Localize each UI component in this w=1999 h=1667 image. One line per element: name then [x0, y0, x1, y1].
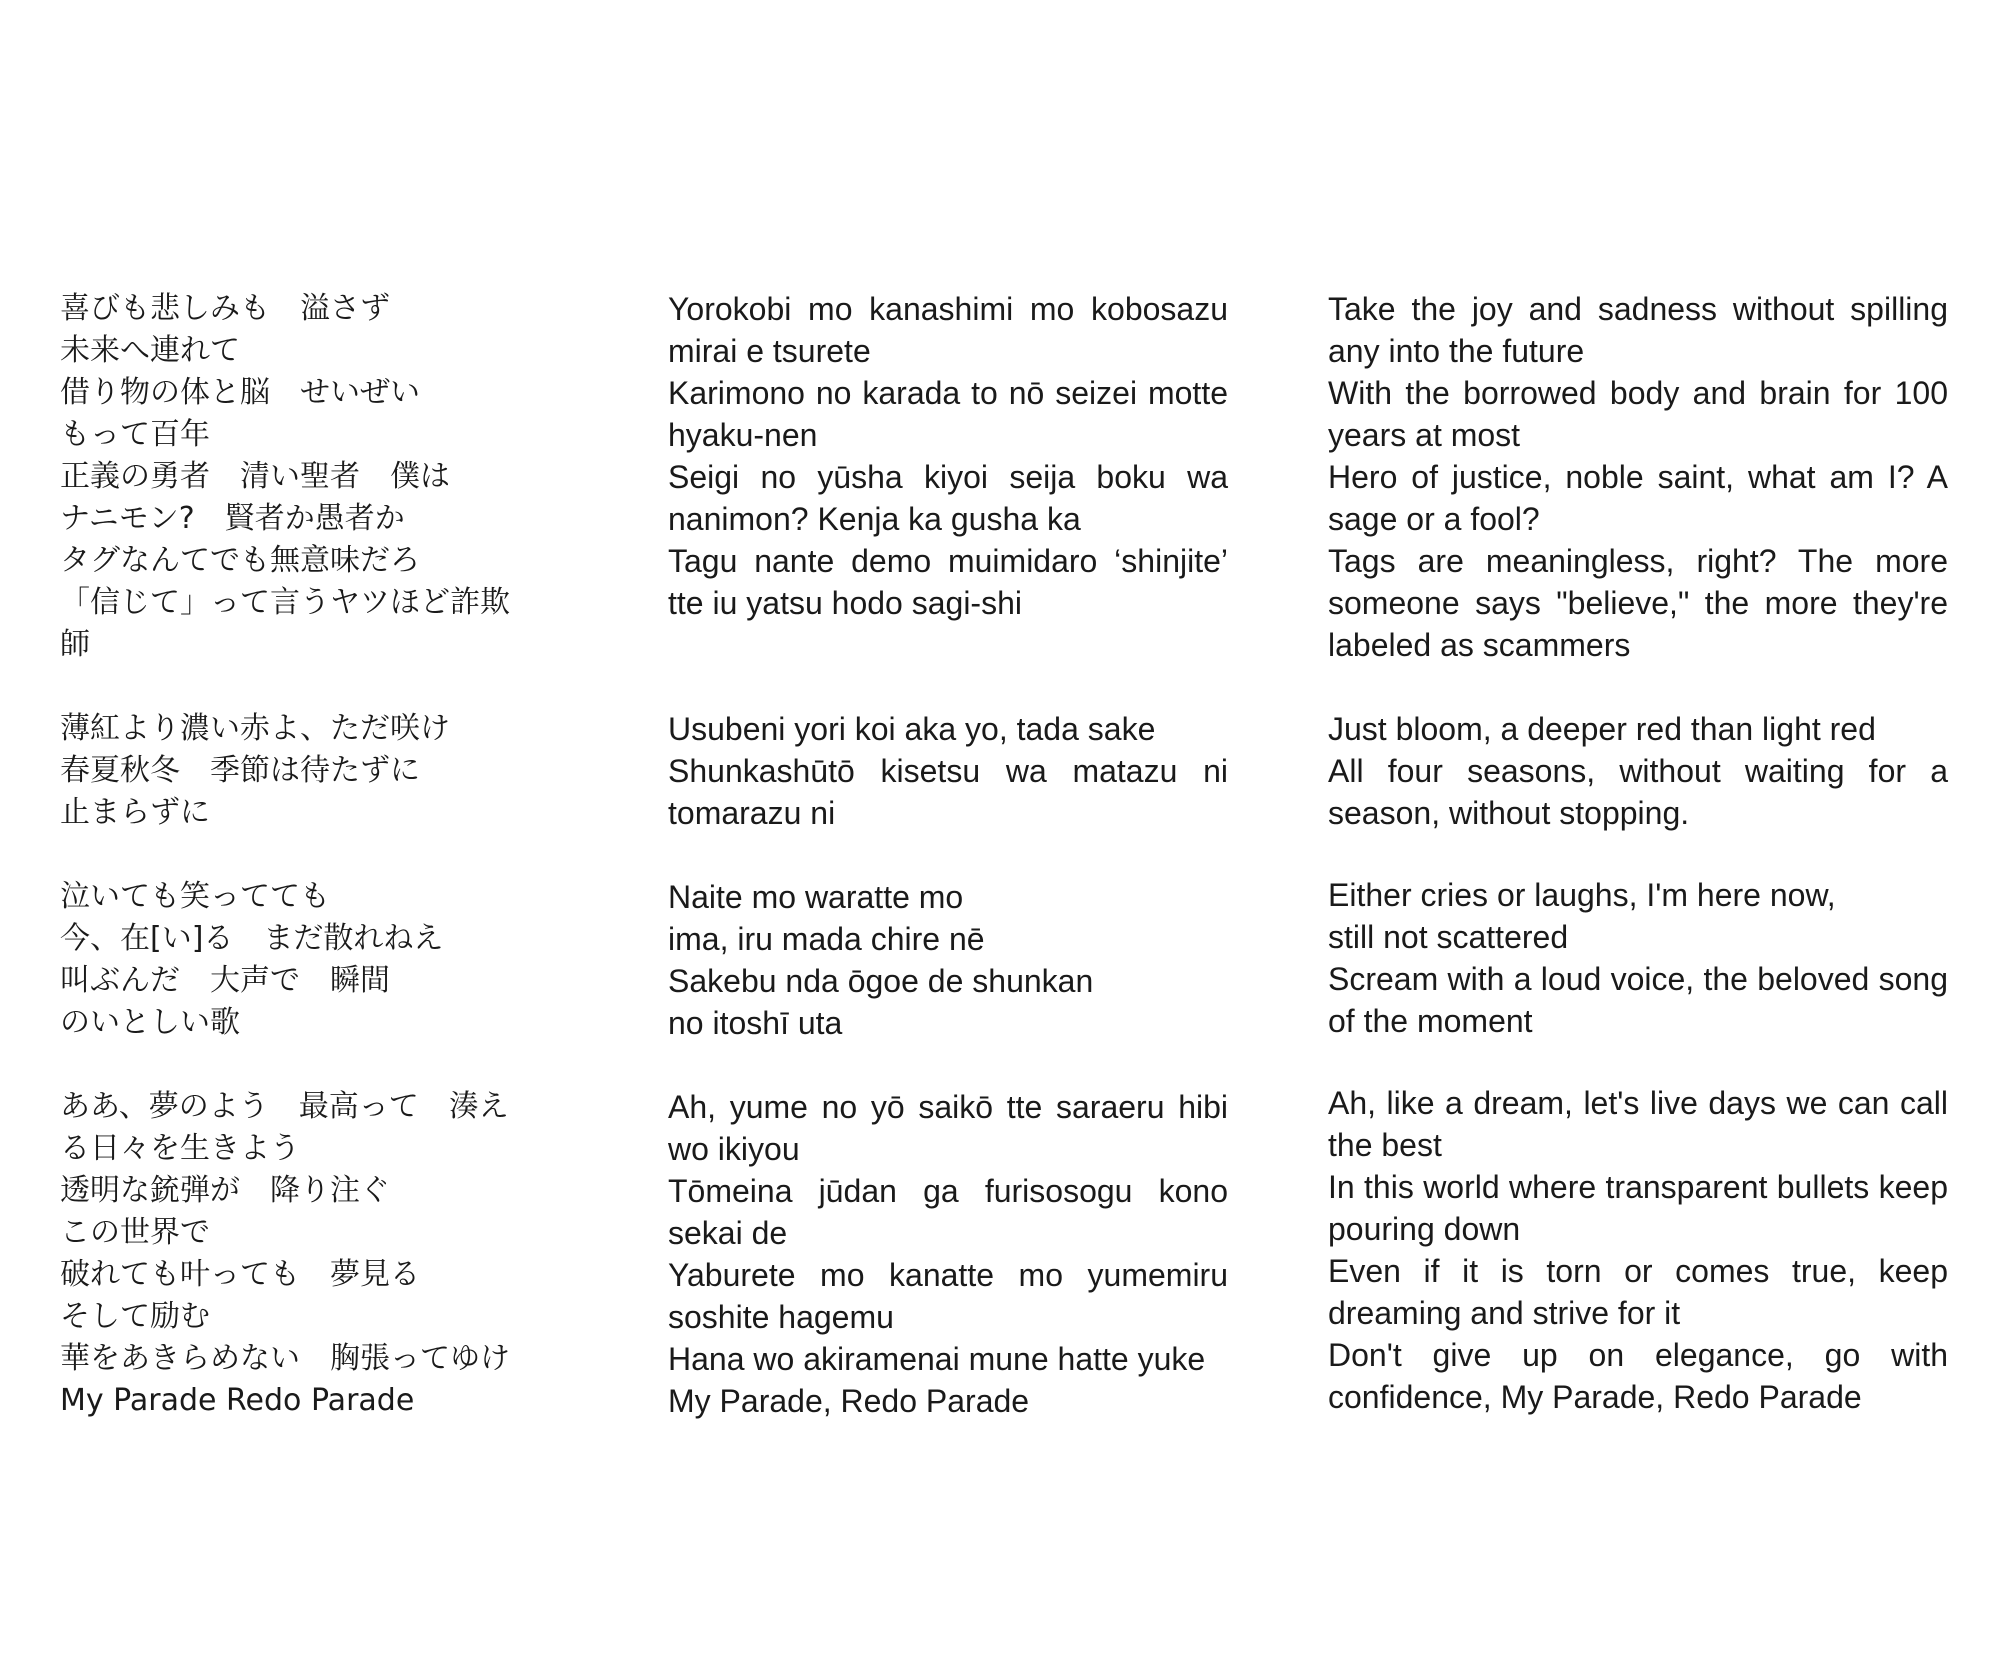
lyric-line: ああ、夢のよう 最高って 湊え — [60, 1089, 509, 1124]
lyric-line: Ah, yume no yō saikō tte saraeru hibi wo ikiyou — [668, 1089, 1228, 1167]
lyric-line: 止まらずに — [60, 795, 210, 830]
japanese-stanza-4 — [60, 1086, 540, 1422]
lyric-line: 「信じて」って言うヤツほど詐欺 — [60, 585, 510, 620]
lyric-line: My Parade Redo Parade — [60, 1383, 415, 1418]
lyric-line: Just bloom, a deeper red than light red — [1328, 711, 1876, 747]
lyric-line: Hana wo akiramenai mune hatte yuke — [668, 1341, 1206, 1377]
lyric-line: With the borrowed body and brain for 100 years at most — [1328, 375, 1948, 453]
lyric-line: My Parade, Redo Parade — [668, 1383, 1030, 1419]
lyric-line: 今、在[い]る まだ散れねえ — [60, 921, 444, 956]
lyric-line: 春夏秋冬 季節は待たずに — [60, 753, 420, 788]
lyric-line: Yorokobi mo kanashimi mo kobosazu mirai e tsurete — [668, 291, 1228, 369]
lyric-line: Ah, like a dream, let's live days we can call the best — [1328, 1085, 1948, 1163]
lyric-line: もって百年 — [60, 417, 210, 452]
lyric-line: Sakebu nda ōgoe de shunkan — [668, 963, 1094, 999]
lyric-line: ナニモン? 賢者か愚者か — [60, 501, 405, 536]
lyric-line: Tags are meaningless, right? The more someone says "believe," the more they're labeled as scammers — [1328, 543, 1948, 663]
japanese-stanza-2 — [60, 708, 540, 834]
japanese-stanza-1 — [60, 288, 540, 666]
lyric-line: Yaburete mo kanatte mo yumemiru soshite hagemu — [668, 1257, 1228, 1335]
english-stanza-1 — [1328, 288, 1948, 666]
lyric-line: Either cries or laughs, I'm here now, — [1328, 877, 1836, 913]
lyric-line: タグなんてでも無意味だろ — [60, 543, 420, 578]
lyric-line: Even if it is torn or comes true, keep dreaming and strive for it — [1328, 1253, 1948, 1331]
lyric-line: 叫ぶんだ 大声で 瞬間 — [60, 963, 390, 998]
lyric-line: Tagu nante demo muimidaro ‘shinjite’ tte iu yatsu hodo sagi-shi — [668, 543, 1228, 621]
english-stanza-4 — [1328, 1082, 1948, 1418]
lyric-line: still not scattered — [1328, 919, 1569, 955]
romaji-stanza-3 — [668, 876, 1228, 1044]
lyric-line: Shunkashūtō kisetsu wa matazu ni tomarazu ni — [668, 753, 1228, 831]
lyric-line: Scream with a loud voice, the beloved song of the moment — [1328, 961, 1948, 1039]
lyric-line: 師 — [60, 627, 90, 662]
english-stanza-3 — [1328, 874, 1948, 1042]
lyric-line: 華をあきらめない 胸張ってゆけ — [60, 1341, 510, 1376]
lyric-line: Take the joy and sadness without spilling any into the future — [1328, 291, 1948, 369]
lyric-line: この世界で — [60, 1215, 210, 1250]
lyric-line: そして励む — [60, 1299, 210, 1334]
lyric-line: no itoshī uta — [668, 1005, 843, 1041]
lyric-line: Hero of justice, noble saint, what am I? A sage or a fool? — [1328, 459, 1948, 537]
lyric-line: Karimono no karada to nō seizei motte hyaku-nen — [668, 375, 1228, 453]
romaji-stanza-2 — [668, 708, 1228, 834]
romaji-stanza-4 — [668, 1086, 1228, 1422]
lyric-line: 薄紅より濃い赤よ、ただ咲け — [60, 711, 450, 746]
lyric-line: 泣いても笑ってても — [60, 879, 330, 914]
lyric-line: 透明な銃弾が 降り注ぐ — [60, 1173, 390, 1208]
lyric-line: Naite mo waratte mo — [668, 879, 964, 915]
lyric-line: 破れても叶っても 夢見る — [60, 1257, 420, 1292]
lyric-line: All four seasons, without waiting for a season, without stopping. — [1328, 753, 1948, 831]
japanese-stanza-3 — [60, 876, 540, 1044]
lyric-line: Don't give up on elegance, go with confidence, My Parade, Redo Parade — [1328, 1337, 1948, 1415]
lyric-line: Seigi no yūsha kiyoi seija boku wa nanimon? Kenja ka gusha ka — [668, 459, 1228, 537]
lyric-line: る日々を生きよう — [60, 1131, 300, 1166]
lyric-line: 正義の勇者 清い聖者 僕は — [60, 459, 450, 494]
english-stanza-2 — [1328, 708, 1948, 834]
lyric-line: のいとしい歌 — [60, 1005, 240, 1040]
lyric-line: 未来へ連れて — [60, 333, 240, 368]
lyric-line: 喜びも悲しみも 溢さず — [60, 291, 390, 326]
romaji-stanza-1 — [668, 288, 1228, 624]
lyric-line: Tōmeina jūdan ga furisosogu kono sekai de — [668, 1173, 1228, 1251]
lyric-line: Usubeni yori koi aka yo, tada sake — [668, 711, 1156, 747]
lyric-line: In this world where transparent bullets keep pouring down — [1328, 1169, 1948, 1247]
lyric-line: 借り物の体と脳 せいぜい — [60, 375, 420, 410]
lyric-line: ima, iru mada chire nē — [668, 921, 985, 957]
